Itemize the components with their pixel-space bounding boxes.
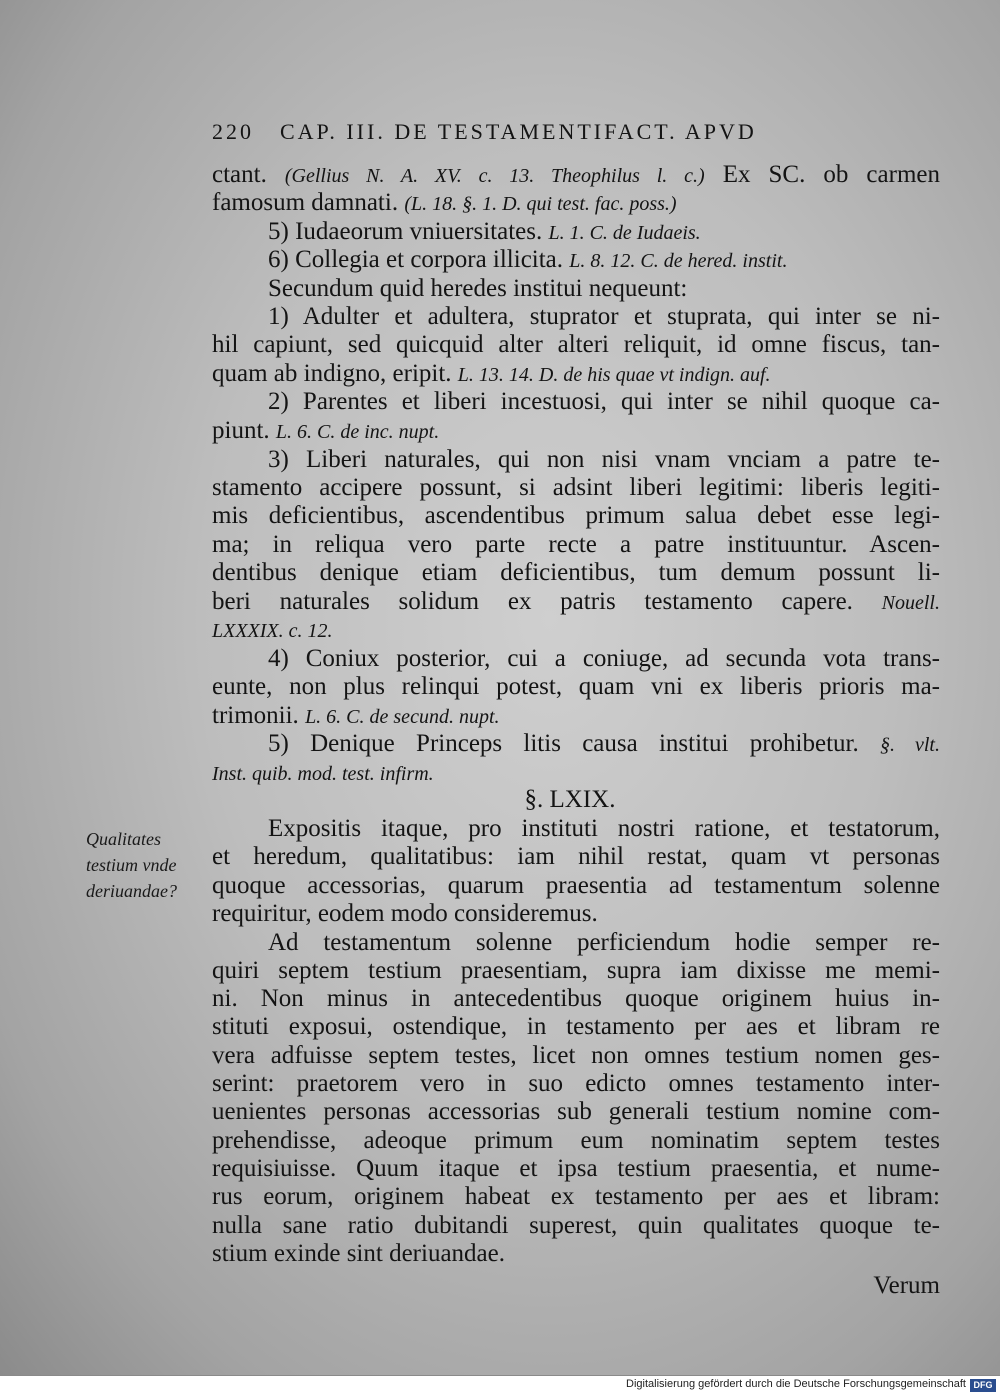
line-text: stamento accipere possunt, si adsint liberi legitimi: liberis legiti- <box>212 474 940 501</box>
footer-credit: Digitalisierung gefördert durch die Deutsche Forschungsgemeinschaft <box>626 1378 966 1390</box>
text-line <box>268 730 940 759</box>
dfg-logo: DFG <box>970 1379 996 1392</box>
line-text: Secundum quid heredes institui nequeunt: <box>268 275 688 302</box>
line-text: stium exinde sint deriuandae. <box>212 1240 505 1267</box>
line-text: Ex SC. ob carmen <box>704 161 940 188</box>
text-line <box>212 616 940 645</box>
line-text: et heredum, qualitatibus: iam nihil restat, quam vt personas <box>212 843 940 870</box>
line-text: 5) Denique Princeps litis causa institui prohibetur. <box>268 730 880 757</box>
line-text: requiritur, eodem modo consideremus. <box>212 900 598 927</box>
citation: Inst. quib. mod. test. infirm. <box>212 763 434 785</box>
text-line <box>212 900 940 928</box>
text-line <box>212 1070 940 1098</box>
text-line <box>212 161 940 190</box>
line-text: trimonii. <box>212 702 306 729</box>
text-line <box>268 218 940 247</box>
line-text: requisiuisse. Quum itaque et ipsa testium praesentia, et nume- <box>212 1155 940 1182</box>
text-line <box>268 815 940 843</box>
citation: L. 6. C. de secund. nupt. <box>305 706 500 728</box>
running-header <box>212 118 940 146</box>
running-title: CAP. III. DE TESTAMENTIFACT. APVD <box>280 119 757 144</box>
line-text: Ad testamentum solenne perficiendum hodie semper re- <box>268 929 940 956</box>
line-text: hil capiunt, sed quicquid alter alteri reliquit, id omne fiscus, tan- <box>212 331 940 358</box>
page-number: 220 <box>212 119 254 144</box>
margin-note-line: testium vnde <box>86 855 177 875</box>
citation: L. 6. C. de inc. nupt. <box>275 421 440 443</box>
text-line <box>212 189 940 218</box>
citation: L. 8. 12. C. de hered. instit. <box>569 250 788 272</box>
text-line <box>212 673 940 701</box>
text-line <box>212 1042 940 1070</box>
catchword: Verum <box>873 1272 940 1299</box>
text-line <box>212 331 940 359</box>
text-line <box>268 388 940 416</box>
line-text: dentibus denique etiam deficientibus, tum demum possunt li- <box>212 559 940 586</box>
text-line <box>212 417 940 446</box>
text-line <box>212 1098 940 1126</box>
text-line <box>212 957 940 985</box>
line-text: ma; in reliqua vero parte recte a patre instituuntur. Ascen- <box>212 531 940 558</box>
text-line <box>212 588 940 617</box>
text-line <box>212 474 940 502</box>
line-text: ctant. <box>212 161 285 188</box>
line-text: 2) Parentes et liberi incestuosi, qui inter se nihil quoque ca- <box>268 388 940 415</box>
margin-note <box>86 826 210 904</box>
citation: (Gellius N. A. XV. c. 13. Theophilus l. c.) <box>284 165 705 187</box>
text-line <box>212 1013 940 1041</box>
margin-note-line: deriuandae? <box>86 881 177 901</box>
line-text: 5) Iudaeorum vniuersitates. <box>268 218 549 245</box>
line-text: quoque accessorias, quarum praesentia ad testamentum solenne <box>212 872 940 899</box>
text-line <box>268 645 940 673</box>
line-text: stituti exposui, ostendique, in testamento per aes et libram re <box>212 1013 940 1040</box>
footer-bar <box>0 1375 1000 1395</box>
line-text: 4) Coniux posterior, cui a coniuge, ad secunda vota trans- <box>268 645 940 672</box>
section-heading <box>420 786 720 814</box>
text-line <box>212 1183 940 1211</box>
line-text: serint: praetorem vero in suo edicto omnes testamento inter- <box>212 1070 940 1097</box>
text-line <box>212 759 940 788</box>
line-text: beri naturales solidum ex patris testamento capere. <box>212 588 882 615</box>
citation: L. 1. C. de Iudaeis. <box>548 222 701 244</box>
line-text: Expositis itaque, pro instituti nostri ratione, et testatorum, <box>268 815 940 842</box>
text-line <box>268 303 940 331</box>
text-line <box>212 502 940 530</box>
line-text: mis deficientibus, ascendentibus primum salua debet esse legi- <box>212 502 940 529</box>
text-line <box>212 872 940 900</box>
line-text: uenientes personas accessorias sub generali testium nomine com- <box>212 1098 940 1125</box>
line-text: piunt. <box>212 417 276 444</box>
line-text: euntе, non plus relinqui potest, quam vni ex liberis prioris ma- <box>212 673 940 700</box>
text-line <box>212 559 940 587</box>
text-line <box>212 843 940 871</box>
text-line <box>268 929 940 957</box>
text-line <box>212 985 940 1013</box>
citation: (L. 18. §. 1. D. qui test. fac. poss.) <box>404 193 677 215</box>
line-text: ni. Non minus in antecedentibus quoque originem huius in- <box>212 985 940 1012</box>
text-line <box>212 1127 940 1155</box>
text-line <box>212 1240 940 1268</box>
line-text: quiri septem testium praesentiam, supra iam dixisse me memi- <box>212 957 940 984</box>
line-text: 3) Liberi naturales, qui non nisi vnam vnciam a patre te- <box>268 446 940 473</box>
citation: §. vlt. <box>879 734 940 756</box>
text-line <box>268 246 940 275</box>
line-text: quam ab indigno, eripit. <box>212 360 458 387</box>
line-text: nulla sane ratio dubitandi superest, quin qualitates quoque te- <box>212 1212 940 1239</box>
line-text: 6) Collegia et corpora illicita. <box>268 246 570 273</box>
line-text: §. LXIX. <box>524 786 616 813</box>
text-line <box>212 531 940 559</box>
citation: LXXXIX. c. 12. <box>212 620 333 642</box>
margin-note-line: Qualitates <box>86 829 161 849</box>
text-line <box>268 446 940 474</box>
citation: Nouell. <box>881 592 940 614</box>
line-text: 1) Adulter et adultera, stuprator et stuprata, qui inter se ni- <box>268 303 940 330</box>
line-text: vera adfuisse septem testes, licet non omnes testium nomen ges- <box>212 1042 940 1069</box>
line-text: prehendisse, adeoque primum eum nominatim septem testes <box>212 1127 940 1154</box>
citation: L. 13. 14. D. de his quae vt indign. auf. <box>457 364 771 386</box>
text-line <box>212 702 940 731</box>
line-text: rus eorum, originem habeat ex testamento per aes et libram: <box>212 1183 940 1210</box>
text-line <box>268 275 940 303</box>
text-line <box>212 1212 940 1240</box>
text-line <box>212 1155 940 1183</box>
line-text: famosum damnati. <box>212 189 405 216</box>
text-line <box>212 360 940 389</box>
